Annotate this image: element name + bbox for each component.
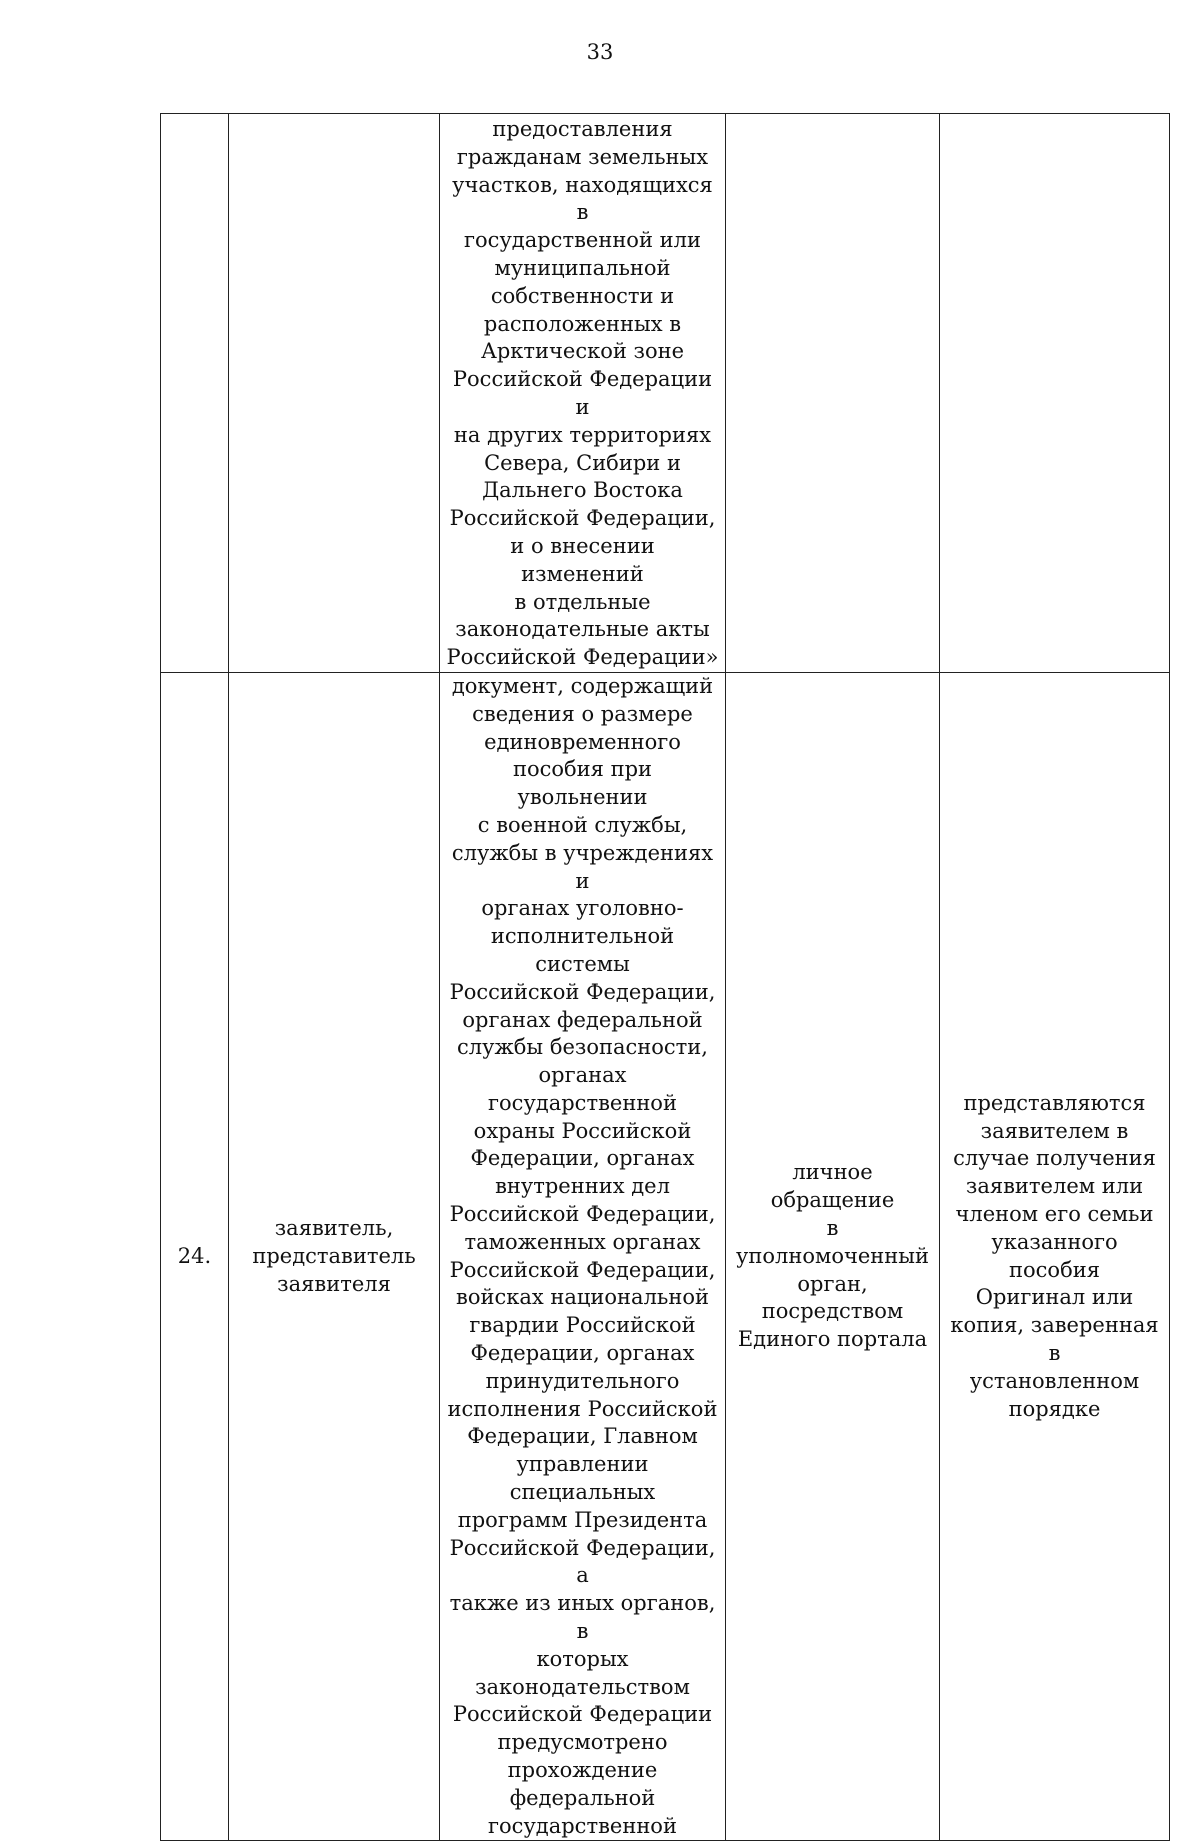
table-row (161, 672, 1170, 1840)
applicant-cell: заявитель, представитель заявителя (229, 672, 440, 1840)
document-cell: предоставления гражданам земельных участков, находящихся в государственной или муниципальной собственности и расположенных в Арктической зоне Российской Федерации и на других территориях Севера, Сибири и Дальнего Востока Российской Федерации, и о внесении изменений в отдельные законодательные акты Российской Федерации» (440, 114, 726, 673)
submission-method-cell (726, 114, 940, 673)
row-number-cell: 24. (161, 672, 229, 1840)
table-row (161, 114, 1170, 673)
document-cell: документ, содержащий сведения о размере единовременного пособия при увольнении с военной службы, службы в учреждениях и органах уголовно- исполнительной системы Российской Федерации, органах федеральной службы безопасности, органах государственной охраны Российской Федерации, органах внутренних дел Российской Федерации, таможенных органах Российской Федерации, войсках национальной гвардии Российской Федерации, органах принудительного исполнения Российской Федерации, Главном управлении специальных программ Президента Российской Федерации, а также из иных органов, в которых законодательством Российской Федерации предусмотрено прохождение федеральной государственной (440, 672, 726, 1840)
page-number: 33 (586, 40, 614, 64)
applicant-cell (229, 114, 440, 673)
row-number-cell (161, 114, 229, 673)
document-table (160, 113, 1170, 1841)
submission-method-cell: личное обращение в уполномоченный орган, посредством Единого портала (726, 672, 940, 1840)
requirements-cell (940, 114, 1170, 673)
requirements-cell: представляются заявителем в случае получения заявителем или членом его семьи указанного пособия Оригинал или копия, заверенная в установленном порядке (940, 672, 1170, 1840)
